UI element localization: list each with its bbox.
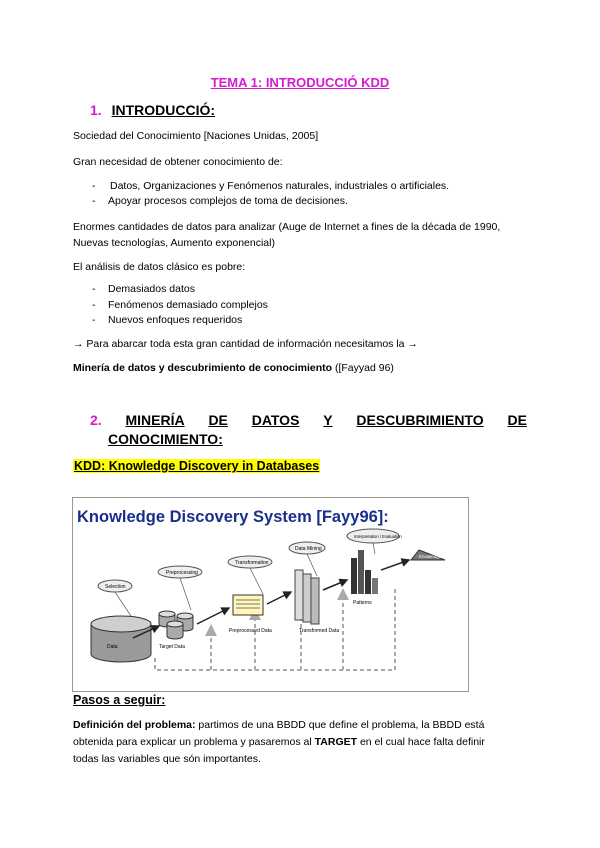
paragraph-sociedad: Sociedad del Conocimiento [Naciones Unidas, 2005] [73,130,319,142]
mineria-ref: ([Fayyad 96) [332,362,394,374]
section-2-word: DE [208,412,228,428]
list-item: - Demasiados datos [92,283,195,295]
target-data-label: Target Data [159,644,185,650]
list-item-text: Apoyar procesos complejos de toma de decisiones. [108,195,348,207]
target-bold: TARGET [314,736,358,748]
section-1-heading [90,102,215,118]
list-item: - Nuevos enfoques requeridos [92,314,243,326]
definicion-text: en el cual hace falta definir [357,736,485,748]
section-2-line1 [90,411,527,430]
section-2-number: 2. [90,412,102,428]
flow-arrow [381,560,409,570]
list-item: - Datos, Organizaciones y Fenómenos naturales, industriales o artificiales. [92,180,450,192]
section-2-word: MINERÍA [125,412,185,428]
list-item: - Fenómenos demasiado complejos [92,299,268,311]
target-data-cylinders [159,611,193,639]
mineria-bold: Minería de datos y descubrimiento de conocimiento [73,362,333,374]
section-2-word: Y [323,412,333,428]
definicion-line-3: todas las variables que són importantes. [73,753,261,765]
section-2-heading [90,411,527,449]
page-title: TEMA 1: INTRODUCCIÓ KDD [210,75,390,90]
patterns-bars [351,550,378,594]
figure-title: Knowledge Discovery System [Fayy96]: [77,508,389,526]
definicion-line-2 [73,734,527,751]
definicion-paragraph [73,717,527,768]
paragraph-necesidad: Gran necesidad de obtener conocimiento de: [73,156,283,168]
definicion-text: partimos de una BBDD que define el problema, la BBDD está [195,719,485,731]
preprocessing-label: Preprocessing [166,570,198,576]
kdd-process-figure [72,497,469,692]
pasos-heading: Pasos a seguir: [73,693,166,707]
section-2-word: DESCUBRIMIENTO [356,412,484,428]
list-item-text: Fenómenos demasiado complejos [108,299,268,311]
transformed-data-stack [295,570,319,624]
definicion-bold: Definición del problema: [73,719,196,731]
paragraph-abarcar: → Para abarcar toda esta gran cantidad de información necesitamos la → [73,338,418,350]
data-label: Data [107,644,118,650]
paragraph-enormes-2: Nuevas tecnologías, Aumento exponencial) [73,237,275,249]
kdd-diagram [73,498,468,691]
section-2-line2: CONOCIMIENTO: [108,431,223,447]
section-2-word: DATOS [251,412,300,428]
flow-arrow [267,592,291,604]
preprocessed-data-label: Preprocessed Data [229,628,272,634]
list-item: - Apoyar procesos complejos de toma de decisiones. [92,195,348,207]
preprocessed-data-box [233,595,263,615]
paragraph-enormes-1: Enormes cantidades de datos para analizar (Auge de Internet a fines de la década de 1990, [73,221,501,233]
patterns-label: Patterns [353,600,372,606]
list-item-text: Nuevos enfoques requeridos [108,314,243,326]
list-item-text: Datos, Organizaciones y Fenómenos naturales, industriales o artificiales. [110,180,450,192]
paragraph-mineria [73,360,394,376]
section-2-word: DE [507,412,527,428]
data-cylinder [91,616,151,662]
section-1-title: INTRODUCCIÓ: [111,102,216,118]
definicion-text: obtenida para explicar un problema y pasaremos al [73,736,315,748]
transformed-data-label: Transformed Data [299,628,340,634]
definicion-line-1 [73,717,527,734]
knowledge-label: Knowledge [419,554,442,559]
list-item-text: Demasiados datos [108,283,195,295]
data-mining-label: Data Mining [295,546,322,552]
flow-arrow [323,580,347,590]
transformation-label: Transformation [235,560,269,566]
selection-label: Selection [105,584,126,590]
section-1-number: 1. [90,102,102,118]
flow-arrow [197,608,229,624]
kdd-heading: KDD: Knowledge Discovery in Databases [74,459,320,473]
interpretation-label: Interpretation / Evaluation [354,534,402,539]
paragraph-analisis: El análisis de datos clásico es pobre: [73,261,246,273]
